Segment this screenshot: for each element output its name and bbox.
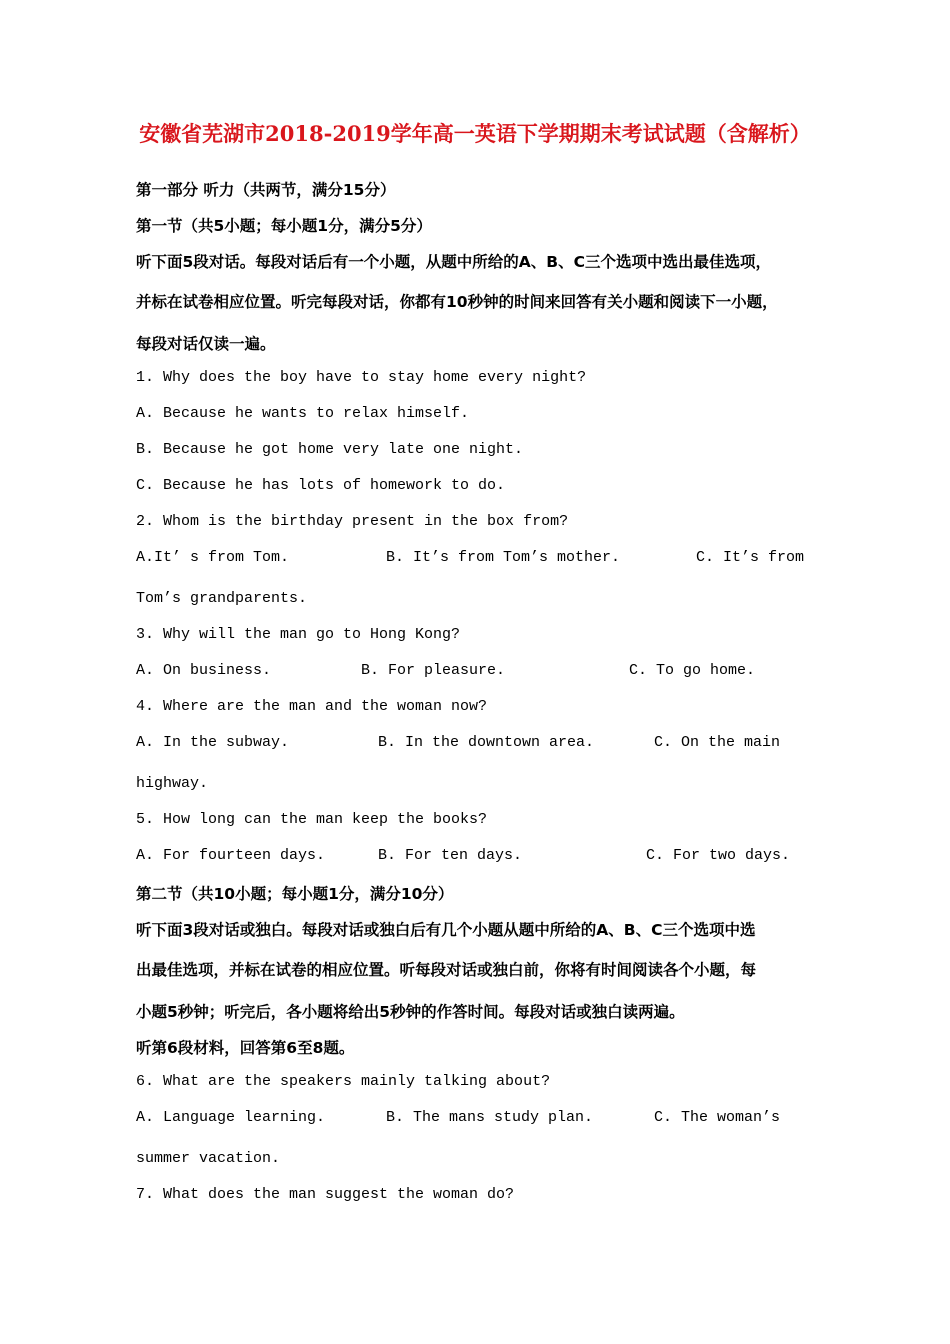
material-6-heading: 听第6段材料，回答第6至8题。 (136, 1039, 355, 1057)
question-1-option-b: B. Because he got home very late one night. (136, 441, 524, 458)
question-2-option-c: C. It’s from (696, 549, 805, 566)
page-title: 安徽省芜湖市2018-2019学年高一英语下学期期末考试试题（含解析） (139, 121, 811, 146)
question-3-option-a: A. On business. (136, 662, 272, 679)
question-2-option-a: A.It’ s from Tom. (136, 549, 290, 566)
section2-heading: 第二节（共10小题；每小题1分，满分10分） (136, 885, 454, 903)
question-4-option-c-continued: highway. (136, 775, 209, 792)
question-4: 4. Where are the man and the woman now? (136, 698, 488, 715)
question-6-option-a: A. Language learning. (136, 1109, 326, 1126)
question-5: 5. How long can the man keep the books? (136, 811, 488, 828)
question-6: 6. What are the speakers mainly talking about? (136, 1073, 551, 1090)
section1-instructions-line-1: 听下面5段对话。每段对话后有一个小题，从题中所给的A、B、C三个选项中选出最佳选项， (136, 253, 771, 271)
question-2: 2. Whom is the birthday present in the box from? (136, 513, 569, 530)
question-3-option-b: B. For pleasure. (361, 662, 506, 679)
section1-instructions-line-2: 并标在试卷相应位置。听完每段对话，你都有10秒钟的时间来回答有关小题和阅读下一小题， (136, 293, 778, 311)
question-6-option-b: B. The mans study plan. (386, 1109, 594, 1126)
question-3: 3. Why will the man go to Hong Kong? (136, 626, 461, 643)
part1-heading: 第一部分 听力（共两节，满分15分） (136, 181, 396, 199)
question-1-option-a: A. Because he wants to relax himself. (136, 405, 470, 422)
question-4-option-a: A. In the subway. (136, 734, 290, 751)
question-5-option-a: A. For fourteen days. (136, 847, 326, 864)
section1-heading: 第一节（共5小题；每小题1分，满分5分） (136, 217, 432, 235)
question-1-option-c: C. Because he has lots of homework to do. (136, 477, 506, 494)
section1-instructions-line-3: 每段对话仅读一遍。 (136, 335, 276, 353)
question-5-option-b: B. For ten days. (378, 847, 523, 864)
question-5-option-c: C. For two days. (646, 847, 791, 864)
question-4-option-b: B. In the downtown area. (378, 734, 595, 751)
question-4-option-c: C. On the main (654, 734, 781, 751)
section2-instructions-line-2: 出最佳选项，并标在试卷的相应位置。听每段对话或独白前，你将有时间阅读各个小题，每 (136, 961, 757, 979)
question-3-option-c: C. To go home. (629, 662, 756, 679)
question-7: 7. What does the man suggest the woman do? (136, 1186, 515, 1203)
question-2-option-c-continued: Tom’s grandparents. (136, 590, 308, 607)
question-2-option-b: B. It’s from Tom’s mother. (386, 549, 621, 566)
question-6-option-c-continued: summer vacation. (136, 1150, 281, 1167)
section2-instructions-line-1: 听下面3段对话或独白。每段对话或独白后有几个小题从题中所给的A、B、C三个选项中选 (136, 921, 756, 939)
question-1: 1. Why does the boy have to stay home every night? (136, 369, 587, 386)
question-6-option-c: C. The woman’s (654, 1109, 781, 1126)
section2-instructions-line-3: 小题5秒钟；听完后，各小题将给出5秒钟的作答时间。每段对话或独白读两遍。 (136, 1003, 685, 1021)
